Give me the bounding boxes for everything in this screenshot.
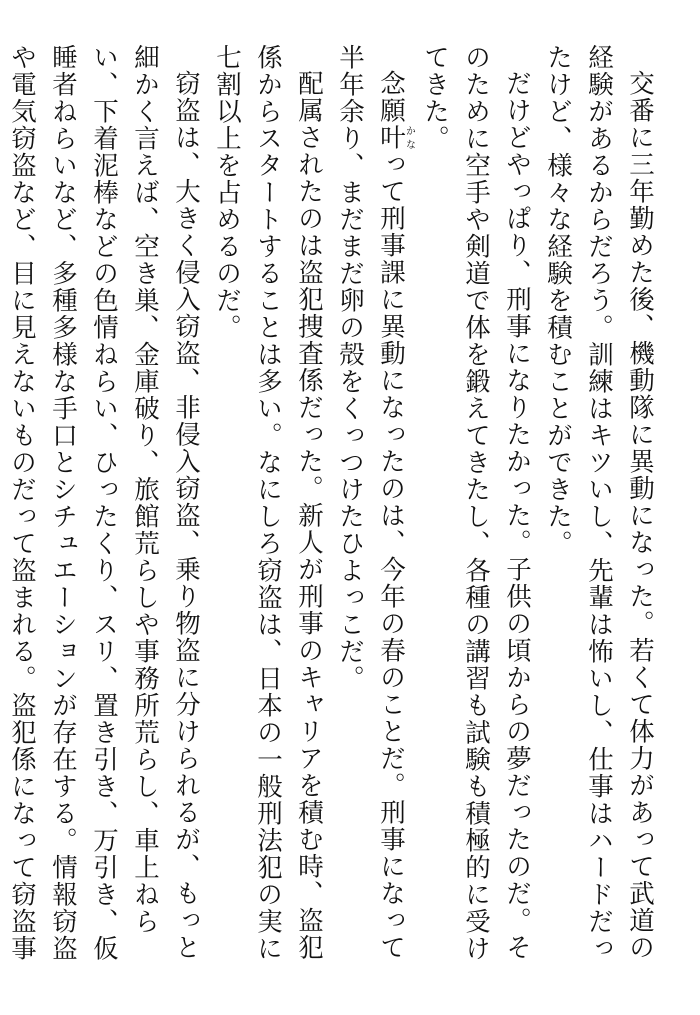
paragraph-3-after: って刑事課に異動になったのは、今年の春のことだ。刑事になって半年余り、まだまだ卵の殻をくっつけたひよっこだ。 [335,44,406,961]
paragraph-4: 配属されたのは盗犯捜査係だった。新人が刑事のキャリアを積む時、盗犯係からスタートすることは多い。なにしろ窃盗は、日本の一般刑法犯の実に七割以上を占めるのだ。 [212,44,324,962]
vertical-text-body [0,44,660,979]
ruby-kana [376,123,415,151]
paragraph-3 [329,44,414,979]
paragraph-5: 窃盗は、大きく侵入窃盗、非侵入窃盗、乗り物盗に分けられるが、もっと細かく言えば、空き巣、金庫破り、旅館荒らしや事務所荒らし、車上ねらい、下着泥棒などの色情ねらい、ひったくり、スリ、置き引き、万引き、仮睡者ねらいなど、多種多様な手口とシチュエーションが存在する。情報窃盗や電気窃盗など、目に見えないものだって盗まれる。盗犯係になって窃盗事 [7,44,201,962]
ruby-base: 叶 [376,123,406,151]
ruby-reading: かな [403,123,415,151]
paragraph-3-before: 念願 [376,69,406,124]
paragraph-2: だけどやっぱり、刑事になりたかった。子供の頃からの夢だったのだ。そのために空手や剣道で体を鍛えてきたし、各種の講習も試験も積極的に受けてきた。 [420,44,532,962]
paragraph-1: 交番に三年勤めた後、機動隊に異動になった。若くて体力があって武道の経験があるからだろう。訓練はキツいし、先輩は怖いし、仕事はハードだったけど、様々な経験を積むことができた。 [543,44,655,962]
